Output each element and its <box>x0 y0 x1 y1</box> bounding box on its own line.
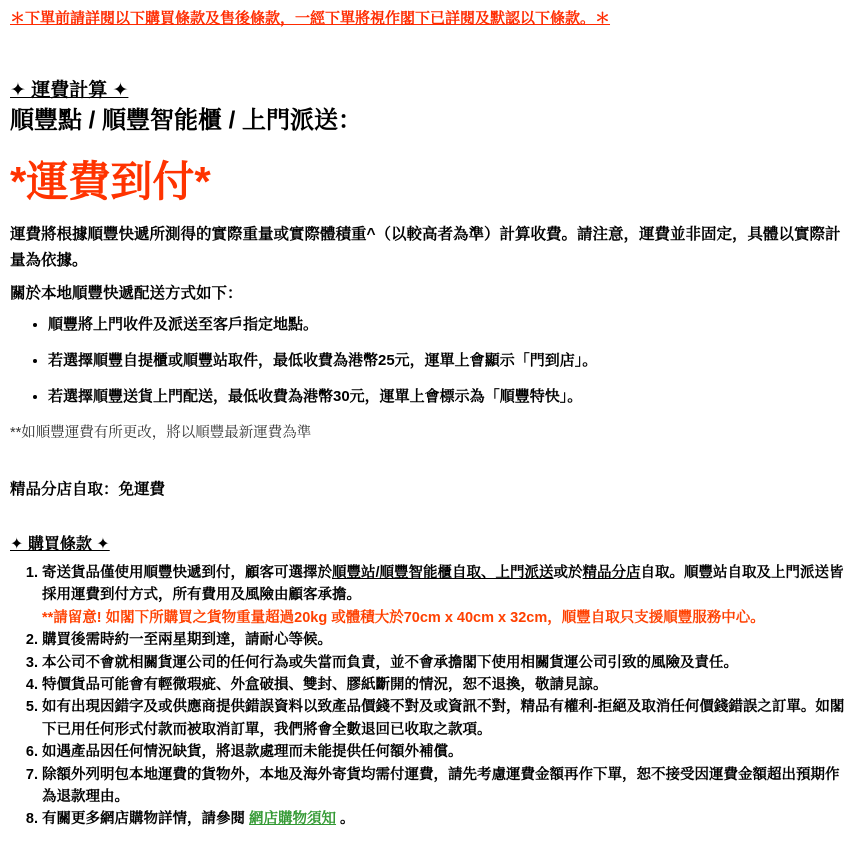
purchase-terms-heading: ✦ 購買條款 ✦ <box>10 536 110 553</box>
term-item-7: 7. 除額外列明包本地運費的貨物外，本地及海外寄貨均需付運費，請先考慮運費金額再作下單，恕不接受因運費金額超出預期作為退款理由。 <box>42 764 851 809</box>
shipping-calc-heading: ✦ 運費計算 ✦ <box>10 80 129 101</box>
term-item-1 <box>42 562 851 629</box>
term-item-2: 2. 購買後需時約一至兩星期到達，請耐心等候。 <box>42 629 851 651</box>
term-item-6: 6. 如遇產品因任何情況缺貨，將退款處理而未能提供任何額外補償。 <box>42 741 851 763</box>
term-item-8 <box>42 808 851 830</box>
delivery-methods-title: 關於本地順豐快遞配送方式如下： <box>10 285 243 302</box>
purchase-terms-list <box>10 562 851 831</box>
term-8-text: 。 <box>336 811 355 828</box>
term-1-size-weight-warning: **請留意! 如閣下所購買之貨物重量超過20kg 或體積大於70cm x 40cm x 32cm，順豐自取只支援順豐服務中心。 <box>42 609 765 626</box>
term-8-text: 有關更多網店購物詳情，請參閱 <box>42 811 250 828</box>
freight-calc-description: 運費將根據順豐快遞所測得的實際重量或實際體積重^（以較高者為準）計算收費。請注意，運費並非固定，具體以實際計量為依據。 <box>10 226 841 269</box>
term-item-4: 4. 特價貨品可能會有輕微瑕疵、外盒破損、雙封、膠紙斷開的情況，恕不退換，敬請見諒。 <box>42 674 851 696</box>
term-item-3: 3. 本公司不會就相關貨運公司的任何行為或失當而負責，並不會承擔閣下使用相關貨運公司引致的風險及責任。 <box>42 652 851 674</box>
term-item-5: 5. 如有出現因錯字及或供應商提供錯誤資料以致產品價錢不對及或資訊不對，精品有權利-拒絕及取消任何價錢錯誤之訂單。如閣下已用任何形式付款而被取消訂單，我們將會全數退回已收取之款項。 <box>42 696 851 741</box>
term-1-underlined-pickup-options: 順豐站/順豐智能櫃自取、上門派送 <box>332 565 554 581</box>
delivery-method-item: • 順豐將上門收件及派送至客戶指定地點。 <box>48 314 851 336</box>
freight-collect-banner: *運費到付* <box>10 158 211 205</box>
term-1-underlined-boutique: 精品分店 <box>582 565 641 581</box>
term-1-text: 或於 <box>553 565 583 581</box>
term-1-text: 寄送貨品僅使用順豐快遞到付，顧客可選擇於 <box>42 565 332 581</box>
online-store-notice-link[interactable]: 網店購物須知 <box>249 811 337 828</box>
delivery-methods-list <box>10 314 851 408</box>
pre-order-notice: ＊下單前請詳閱以下購買條款及售後條款，一經下單將視作閣下已詳閱及默認以下條款。＊ <box>10 10 611 27</box>
freight-update-note: **如順豐運費有所更改，將以順豐最新運費為準 <box>10 425 312 441</box>
store-pickup-free-note: 精品分店自取：免運費 <box>10 481 166 498</box>
term-1-text: 自取。順豐站自取及上門派送皆採用運費到付方式，所有費用及風險由顧客承擔。 <box>42 565 844 604</box>
delivery-method-item: • 若選擇順豐自提櫃或順豐站取件，最低收費為港幣25元，運單上會顯示「門到店」。 <box>48 350 851 372</box>
delivery-method-item: • 若選擇順豐送貨上門配送，最低收費為港幣30元，運單上會標示為「順豐特快」。 <box>48 386 851 408</box>
delivery-options-subheading: 順豐點 / 順豐智能櫃 / 上門派送： <box>10 107 363 134</box>
